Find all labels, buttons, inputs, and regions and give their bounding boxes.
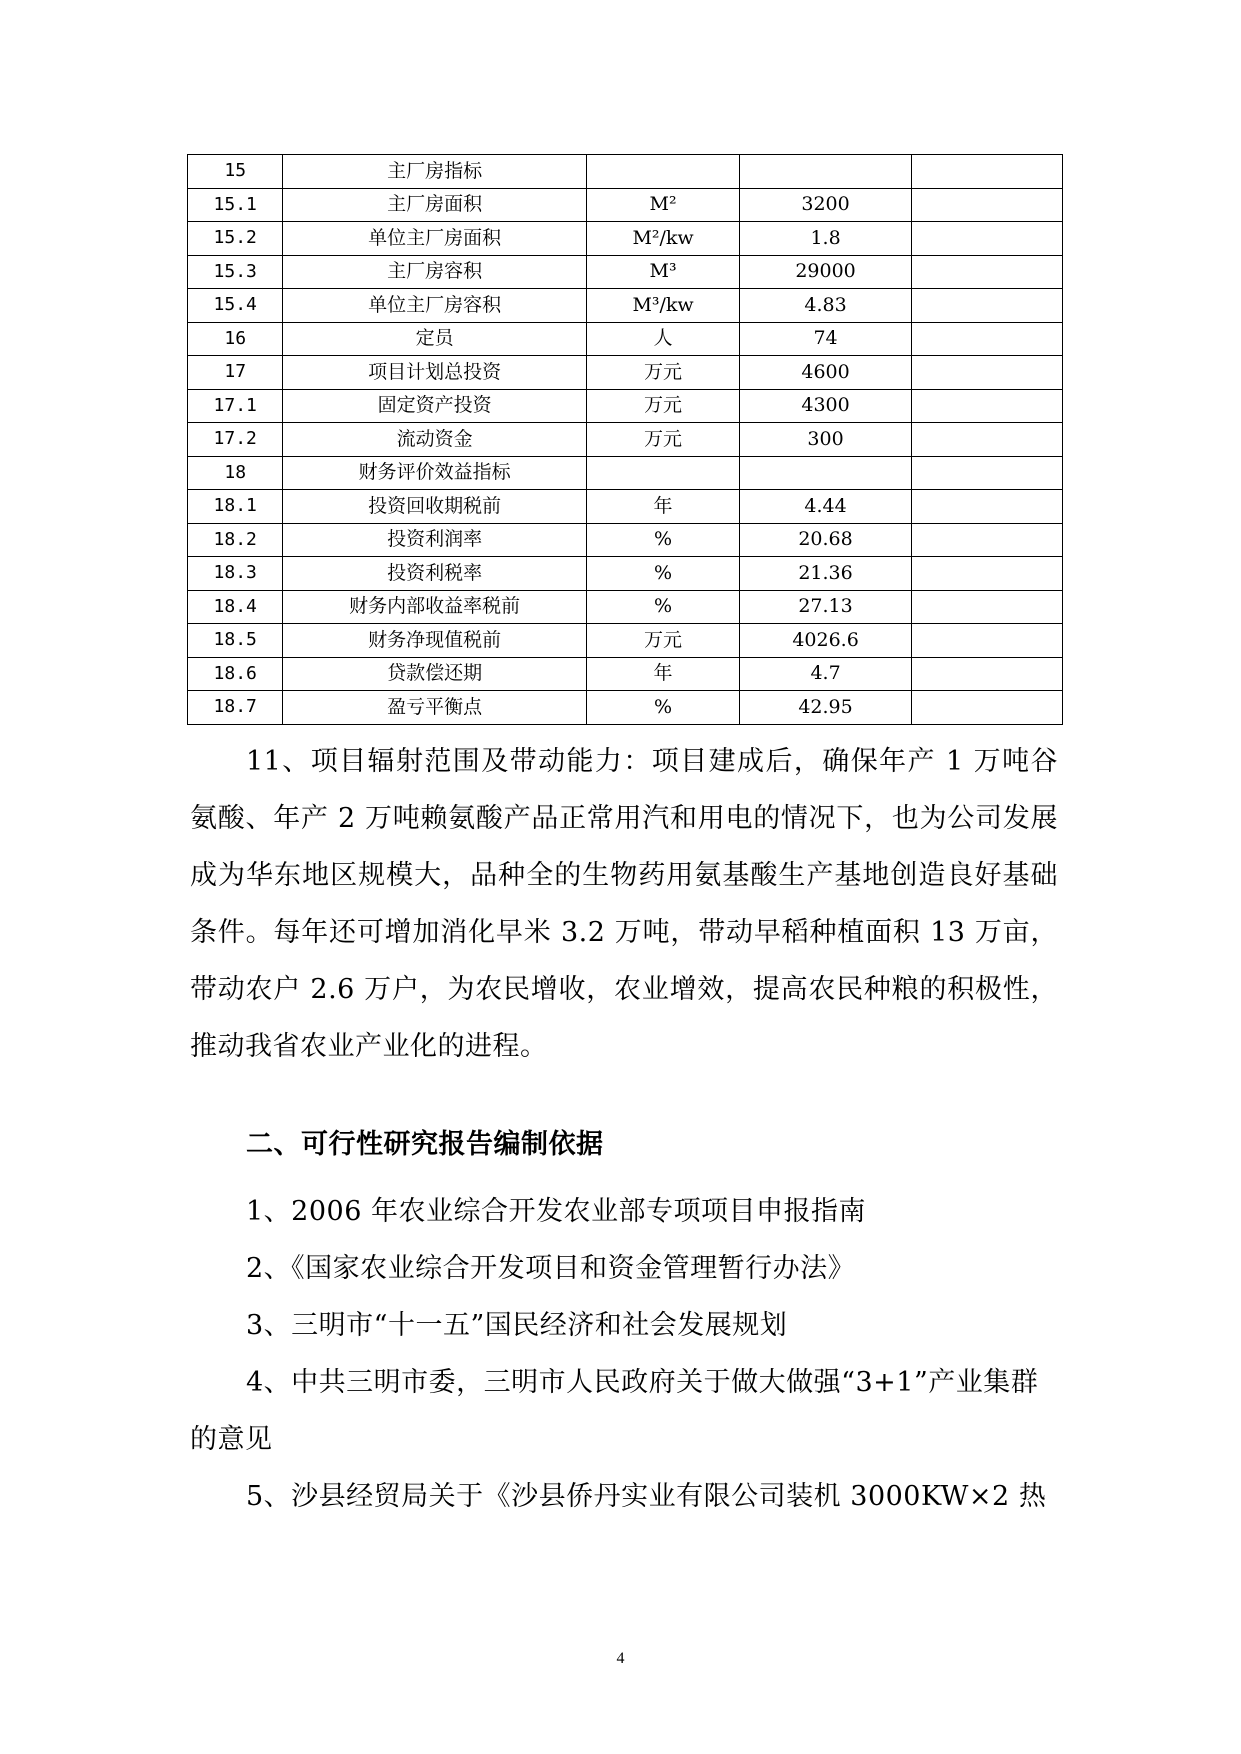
paragraph-radiation-scope: 11、项目辐射范围及带动能力：项目建成后，确保年产 1 万吨谷氨酸、年产 2 万吨赖氨酸产品正常用汽和用电的情况下，也为公司发展成为华东地区规模大，品种全的生物药用氨基酸生产基地创造良好基础条件。每年还可增加消化早米 3.2 万吨，带动早稻种植面积 13 万亩，带动农户 2.6 万户，为农民增收，农业增效，提高农民种粮的积极性，推动我省农业产业化的进程。 xyxy=(190,746,1058,1062)
cell-value: 300 xyxy=(740,423,912,457)
cell-value: 42.95 xyxy=(740,691,912,725)
cell-item: 财务评价效益指标 xyxy=(283,456,586,490)
cell-item: 投资利润率 xyxy=(283,523,586,557)
cell-unit: 万元 xyxy=(586,624,739,658)
cell-item: 财务内部收益率税前 xyxy=(283,590,586,624)
cell-note xyxy=(911,590,1062,624)
basis-item: 1、2006 年农业综合开发农业部专项项目申报指南 xyxy=(246,1196,866,1227)
cell-item: 盈亏平衡点 xyxy=(283,691,586,725)
table-row xyxy=(188,389,1063,423)
cell-unit: M³ xyxy=(586,255,739,289)
cell-note xyxy=(911,255,1062,289)
cell-value: 4.44 xyxy=(740,490,912,524)
cell-note xyxy=(911,523,1062,557)
cell-unit: M² xyxy=(586,188,739,222)
cell-unit: % xyxy=(586,523,739,557)
table-row xyxy=(188,456,1063,490)
cell-item: 贷款偿还期 xyxy=(283,657,586,691)
cell-number: 18.7 xyxy=(188,691,283,725)
table-row xyxy=(188,155,1063,189)
cell-note xyxy=(911,490,1062,524)
cell-value: 21.36 xyxy=(740,557,912,591)
table-row xyxy=(188,356,1063,390)
cell-unit: 万元 xyxy=(586,389,739,423)
table-row xyxy=(188,188,1063,222)
cell-unit: % xyxy=(586,691,739,725)
cell-value: 4.83 xyxy=(740,289,912,323)
cell-unit: 年 xyxy=(586,490,739,524)
cell-number: 15.3 xyxy=(188,255,283,289)
cell-item: 财务净现值税前 xyxy=(283,624,586,658)
cell-value: 4.7 xyxy=(740,657,912,691)
cell-number: 18 xyxy=(188,456,283,490)
cell-note xyxy=(911,188,1062,222)
cell-unit: M³/kw xyxy=(586,289,739,323)
cell-item: 流动资金 xyxy=(283,423,586,457)
table-row xyxy=(188,322,1063,356)
cell-unit: 万元 xyxy=(586,356,739,390)
cell-item: 单位主厂房面积 xyxy=(283,222,586,256)
cell-unit: 万元 xyxy=(586,423,739,457)
cell-unit: 人 xyxy=(586,322,739,356)
table-row xyxy=(188,423,1063,457)
cell-unit: % xyxy=(586,590,739,624)
section-heading: 二、可行性研究报告编制依据 xyxy=(246,1129,604,1160)
page-number: 4 xyxy=(616,1650,625,1667)
cell-note xyxy=(911,691,1062,725)
cell-item: 项目计划总投资 xyxy=(283,356,586,390)
cell-number: 18.1 xyxy=(188,490,283,524)
cell-number: 18.3 xyxy=(188,557,283,591)
cell-number: 16 xyxy=(188,322,283,356)
cell-unit xyxy=(586,155,739,189)
cell-number: 15.1 xyxy=(188,188,283,222)
basis-item: 5、沙县经贸局关于《沙县侨丹实业有限公司装机 3000KW×2 热 xyxy=(246,1481,1047,1512)
cell-value: 1.8 xyxy=(740,222,912,256)
cell-number: 15.4 xyxy=(188,289,283,323)
cell-value: 27.13 xyxy=(740,590,912,624)
cell-unit xyxy=(586,456,739,490)
cell-note xyxy=(911,389,1062,423)
cell-item: 主厂房容积 xyxy=(283,255,586,289)
cell-unit: % xyxy=(586,557,739,591)
cell-value: 20.68 xyxy=(740,523,912,557)
cell-number: 15 xyxy=(188,155,283,189)
cell-number: 18.6 xyxy=(188,657,283,691)
indicator-table xyxy=(187,154,1063,725)
cell-item: 主厂房面积 xyxy=(283,188,586,222)
cell-number: 18.2 xyxy=(188,523,283,557)
cell-value xyxy=(740,155,912,189)
cell-value xyxy=(740,456,912,490)
cell-note xyxy=(911,322,1062,356)
table-row xyxy=(188,289,1063,323)
cell-value: 4026.6 xyxy=(740,624,912,658)
table-row xyxy=(188,557,1063,591)
cell-item: 投资利税率 xyxy=(283,557,586,591)
basis-item: 2、《国家农业综合开发项目和资金管理暂行办法》 xyxy=(246,1253,856,1284)
cell-note xyxy=(911,356,1062,390)
cell-note xyxy=(911,222,1062,256)
cell-number: 17 xyxy=(188,356,283,390)
cell-number: 17.1 xyxy=(188,389,283,423)
cell-note xyxy=(911,456,1062,490)
cell-number: 15.2 xyxy=(188,222,283,256)
cell-value: 74 xyxy=(740,322,912,356)
cell-value: 4600 xyxy=(740,356,912,390)
basis-item: 3、三明市“十一五”国民经济和社会发展规划 xyxy=(246,1310,788,1341)
cell-item: 定员 xyxy=(283,322,586,356)
table-row xyxy=(188,657,1063,691)
cell-item: 投资回收期税前 xyxy=(283,490,586,524)
table-row xyxy=(188,255,1063,289)
table-row xyxy=(188,624,1063,658)
table-row xyxy=(188,222,1063,256)
table-row xyxy=(188,590,1063,624)
cell-unit: M²/kw xyxy=(586,222,739,256)
cell-number: 18.5 xyxy=(188,624,283,658)
cell-note xyxy=(911,423,1062,457)
cell-value: 29000 xyxy=(740,255,912,289)
cell-item: 主厂房指标 xyxy=(283,155,586,189)
table-row xyxy=(188,523,1063,557)
cell-note xyxy=(911,624,1062,658)
cell-unit: 年 xyxy=(586,657,739,691)
cell-item: 固定资产投资 xyxy=(283,389,586,423)
cell-note xyxy=(911,557,1062,591)
cell-note xyxy=(911,155,1062,189)
cell-value: 3200 xyxy=(740,188,912,222)
cell-number: 18.4 xyxy=(188,590,283,624)
basis-item: 4、中共三明市委，三明市人民政府关于做大做强“3+1”产业集群的意见 xyxy=(190,1367,1039,1455)
cell-item: 单位主厂房容积 xyxy=(283,289,586,323)
table-row xyxy=(188,490,1063,524)
cell-note xyxy=(911,657,1062,691)
table-row xyxy=(188,691,1063,725)
cell-number: 17.2 xyxy=(188,423,283,457)
cell-value: 4300 xyxy=(740,389,912,423)
cell-note xyxy=(911,289,1062,323)
indicator-table-body xyxy=(188,155,1063,725)
